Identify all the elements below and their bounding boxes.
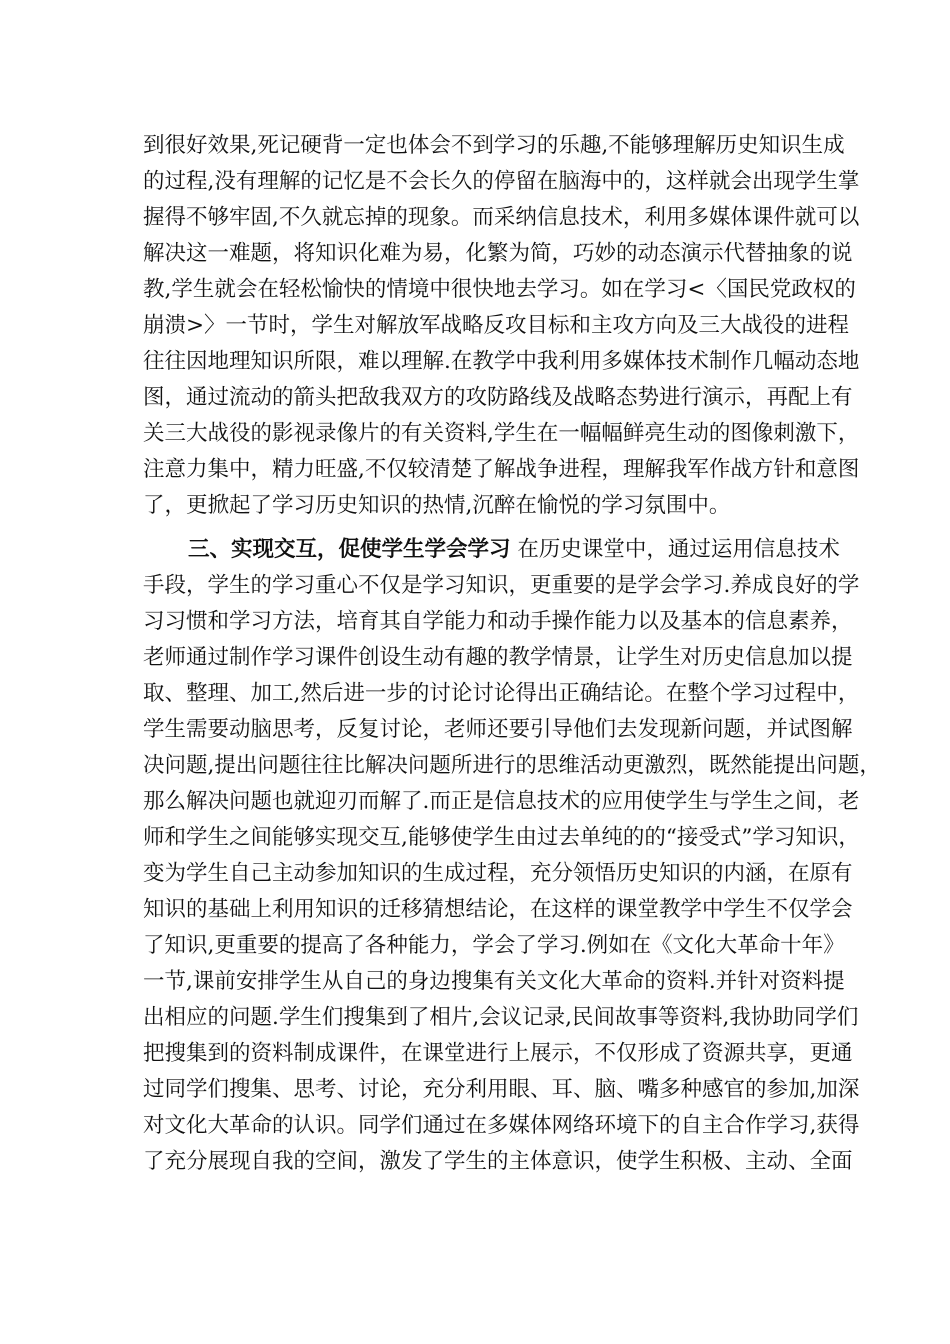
section-heading: 三、实现交互，促使学生学会学习 [188, 537, 511, 562]
paragraph-line: 变为学生自己主动参加知识的生成过程，充分领悟历史知识的内涵，在原有 [143, 861, 853, 886]
paragraph-line: 知识的基础上利用知识的迁移猜想结论，在这样的课堂教学中学生不仅学会 [143, 897, 853, 922]
paragraph-line: 到很好效果,死记硬背一定也体会不到学习的乐趣,不能够理解历史知识生成 [143, 133, 845, 158]
paragraph-line: 出相应的问题.学生们搜集到了相片,会议记录,民间故事等资料,我协助同学们 [143, 1005, 859, 1030]
paragraph-line: 那么解决问题也就迎刃而解了.而正是信息技术的应用使学生与学生之间，老 [143, 789, 860, 814]
paragraph-line: 注意力集中，精力旺盛,不仅较清楚了解战争进程，理解我军作战方针和意图 [143, 457, 860, 482]
paragraph-line: 的过程,没有理解的记忆是不会长久的停留在脑海中的，这样就会出现学生掌 [143, 169, 860, 194]
paragraph-line: 取、整理、加工,然后进一步的讨论讨论得出正确结论。在整个学习过程中， [143, 681, 860, 706]
paragraph-line: 学生需要动脑思考，反复讨论，老师还要引导他们去发现新问题，并试图解 [143, 717, 853, 742]
paragraph-line: 过同学们搜集、思考、讨论，充分利用眼、耳、脑、嘴多种感官的参加,加深 [143, 1077, 860, 1102]
paragraph-line: 关三大战役的影视录像片的有关资料,学生在一幅幅鲜亮生动的图像刺激下， [143, 421, 860, 446]
paragraph-line: 教,学生就会在轻松愉快的情境中很快地去学习。如在学习<〈国民党政权的 [143, 277, 856, 302]
paragraph-line: 一节,课前安排学生从自己的身边搜集有关文化大革命的资料.并针对资料提 [143, 969, 845, 994]
paragraph-line: 师和学生之间能够实现交互,能够使学生由过去单纯的的“接受式”学习知识， [143, 825, 860, 850]
section-intro-text: 在历史课堂中，通过运用信息技术 [517, 537, 840, 562]
paragraph-line: 手段，学生的学习重心不仅是学习知识，更重要的是学会学习.养成良好的学 [143, 573, 860, 598]
paragraph-line: 了充分展现自我的空间，激发了学生的主体意识，使学生积极、主动、全面 [143, 1149, 853, 1174]
paragraph-line: 了，更掀起了学习历史知识的热情,沉醉在愉悦的学习氛围中。 [143, 493, 731, 518]
paragraph-line: 了知识,更重要的提高了各种能力，学会了学习.例如在《文化大革命十年》 [143, 933, 845, 958]
paragraph-line: 崩溃>〉一节时，学生对解放军战略反攻目标和主攻方向及三大战役的进程 [143, 313, 850, 338]
paragraph-line: 老师通过制作学习课件创设生动有趣的教学情景，让学生对历史信息加以提 [143, 645, 853, 670]
paragraph-line: 图，通过流动的箭头把敌我双方的攻防路线及战略态势进行演示，再配上有 [143, 385, 853, 410]
paragraph-line: 决问题,提出问题往往比解决问题所进行的思维活动更激烈，既然能提出问题， [143, 753, 881, 778]
section-first-line [188, 532, 908, 568]
paragraph-line: 把搜集到的资料制成课件，在课堂进行上展示，不仅形成了资源共享，更通 [143, 1041, 853, 1066]
paragraph-line: 握得不够牢固,不久就忘掉的现象。而采纳信息技术，利用多媒体课件就可以 [143, 205, 860, 230]
paragraph-line: 对文化大革命的认识。同学们通过在多媒体网络环境下的自主合作学习,获得 [143, 1113, 860, 1138]
paragraph-line: 解决这一难题，将知识化难为易，化繁为简，巧妙的动态演示代替抽象的说 [143, 241, 853, 266]
paragraph-line: 习习惯和学习方法，培育其自学能力和动手操作能力以及基本的信息素养， [143, 609, 853, 634]
paragraph-line: 往往因地理知识所限，难以理解.在教学中我利用多媒体技术制作几幅动态地 [143, 349, 860, 374]
